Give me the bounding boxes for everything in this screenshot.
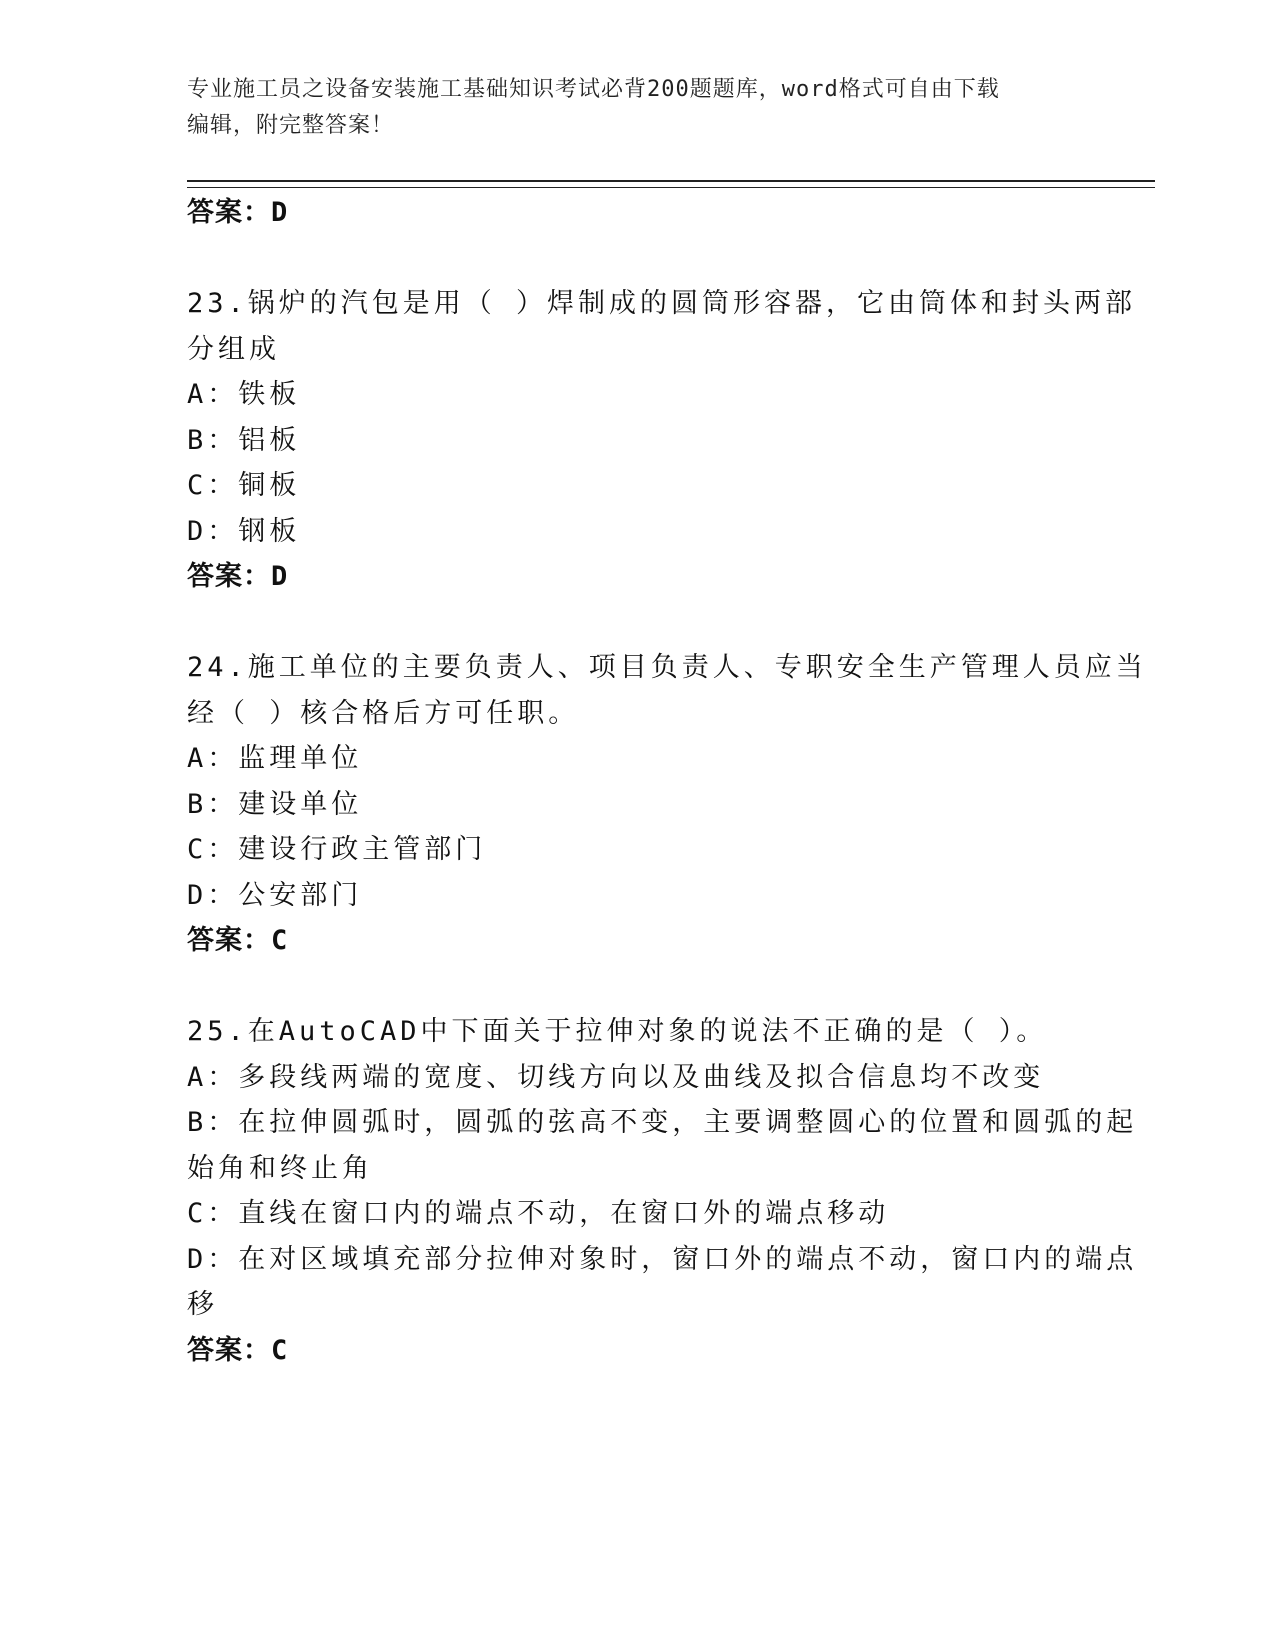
option-c: C：直线在窗口内的端点不动，在窗口外的端点移动 bbox=[187, 1198, 890, 1229]
answer-line: 答案：D bbox=[187, 561, 289, 592]
question-text: 24.施工单位的主要负责人、项目负责人、专职安全生产管理人员应当 bbox=[187, 652, 1147, 683]
question-text: 25.在AutoCAD中下面关于拉伸对象的说法不正确的是（ ）。 bbox=[187, 1016, 1048, 1047]
header-line-1: 专业施工员之设备安装施工基础知识考试必背200题题库，word格式可自由下载 bbox=[187, 77, 1000, 102]
question-block bbox=[187, 645, 1147, 964]
question-block bbox=[187, 1009, 1138, 1373]
answer-line: 答案：C bbox=[187, 1334, 289, 1366]
question-text: 经（ ）核合格后方可任职。 bbox=[187, 697, 580, 729]
option-a: A：铁板 bbox=[187, 379, 301, 410]
question-text: 23.锅炉的汽包是用（ ）焊制成的圆筒形容器，它由筒体和封头两部 bbox=[187, 288, 1137, 319]
option-b-continued: 始角和终止角 bbox=[187, 1152, 373, 1184]
question-block bbox=[187, 281, 1137, 600]
answer-line: 答案：C bbox=[187, 925, 289, 956]
question-list bbox=[187, 190, 1147, 1373]
option-d-continued: 移 bbox=[187, 1289, 218, 1320]
option-a: A：监理单位 bbox=[187, 743, 363, 774]
option-c: C：铜板 bbox=[187, 470, 301, 501]
header-line-2: 编辑，附完整答案！ bbox=[187, 113, 395, 138]
option-a: A：多段线两端的宽度、切线方向以及曲线及拟合信息均不改变 bbox=[187, 1061, 1045, 1093]
option-b: B：在拉伸圆弧时，圆弧的弦高不变，主要调整圆心的位置和圆弧的起 bbox=[187, 1107, 1138, 1138]
option-b: B：建设单位 bbox=[187, 788, 363, 820]
option-b: B：铝板 bbox=[187, 424, 301, 456]
option-d: D：公安部门 bbox=[187, 879, 363, 911]
question-text: 分组成 bbox=[187, 333, 280, 365]
option-c: C：建设行政主管部门 bbox=[187, 834, 487, 865]
option-d: D：钢板 bbox=[187, 515, 301, 547]
document-header bbox=[187, 72, 1087, 144]
answer-line: 答案：D bbox=[187, 197, 289, 228]
header-divider bbox=[187, 180, 1155, 188]
option-d: D：在对区域填充部分拉伸对象时，窗口外的端点不动，窗口内的端点 bbox=[187, 1243, 1138, 1275]
